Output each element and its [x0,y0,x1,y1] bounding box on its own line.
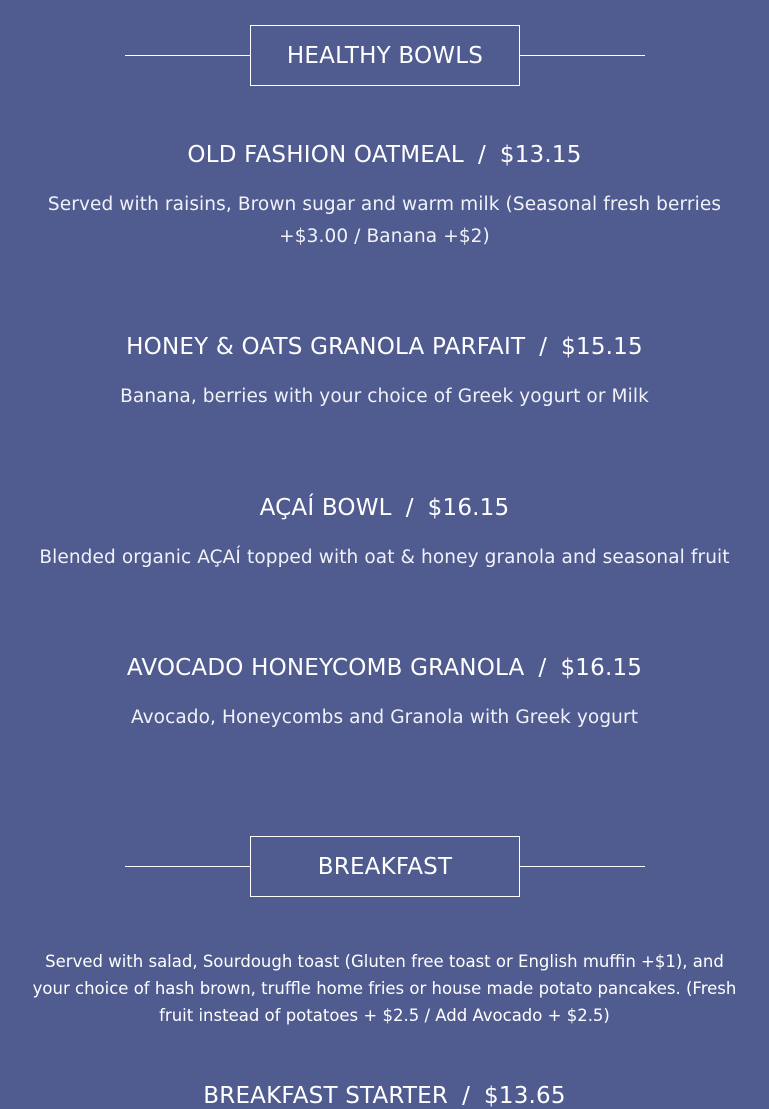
divider-line [520,866,645,867]
price-separator: / [538,655,547,681]
price-separator: / [539,334,548,360]
price-separator: / [477,142,486,168]
menu-item-description: Avocado, Honeycombs and Granola with Greek yogurt [130,707,639,728]
menu-item-title [0,334,769,360]
section-title-breakfast: BREAKFAST [250,836,520,897]
menu-item-price: $13.15 [499,142,582,168]
menu-item-description: Banana, berries with your choice of Greek yogurt or Milk [120,386,649,407]
menu-item-description: Served with raisins, Brown sugar and warm milk (Seasonal fresh berries +$3.00 / Banana +$2) [47,194,722,247]
divider-line [520,55,645,56]
menu-item-name: BREAKFAST STARTER [203,1083,449,1109]
menu-item-name: AÇAÍ BOWL [259,495,392,521]
menu-item-title [0,142,769,168]
divider-line [125,866,250,867]
menu-item-name: HONEY & OATS GRANOLA PARFAIT [126,334,526,360]
section-header-healthy-bowls [0,25,769,87]
menu-item-price: $16.15 [560,655,643,681]
divider-line [125,55,250,56]
menu-item-title [0,495,769,521]
menu-item-title [0,655,769,681]
menu-item-title [0,1083,769,1109]
price-separator: / [462,1083,471,1109]
menu-item-price: $15.15 [561,334,643,360]
section-header-breakfast [0,836,769,898]
menu-item-price: $13.65 [484,1083,566,1109]
breakfast-note: Served with salad, Sourdough toast (Gluten free toast or English muffin +$1), and your choice of hash brown, truffle home fries or house made potato pancakes. (Fresh fruit instead of potatoes + $2.5 / Add Avocado + $2.5) [32,952,737,1025]
menu-item-name: OLD FASHION OATMEAL [187,142,464,168]
section-title-healthy-bowls: HEALTHY BOWLS [250,25,520,86]
menu-item-price: $16.15 [427,495,510,521]
menu-item-description: Blended organic AÇAÍ topped with oat & honey granola and seasonal fruit [39,547,730,568]
menu-item-name: AVOCADO HONEYCOMB GRANOLA [126,655,525,681]
price-separator: / [405,495,414,521]
